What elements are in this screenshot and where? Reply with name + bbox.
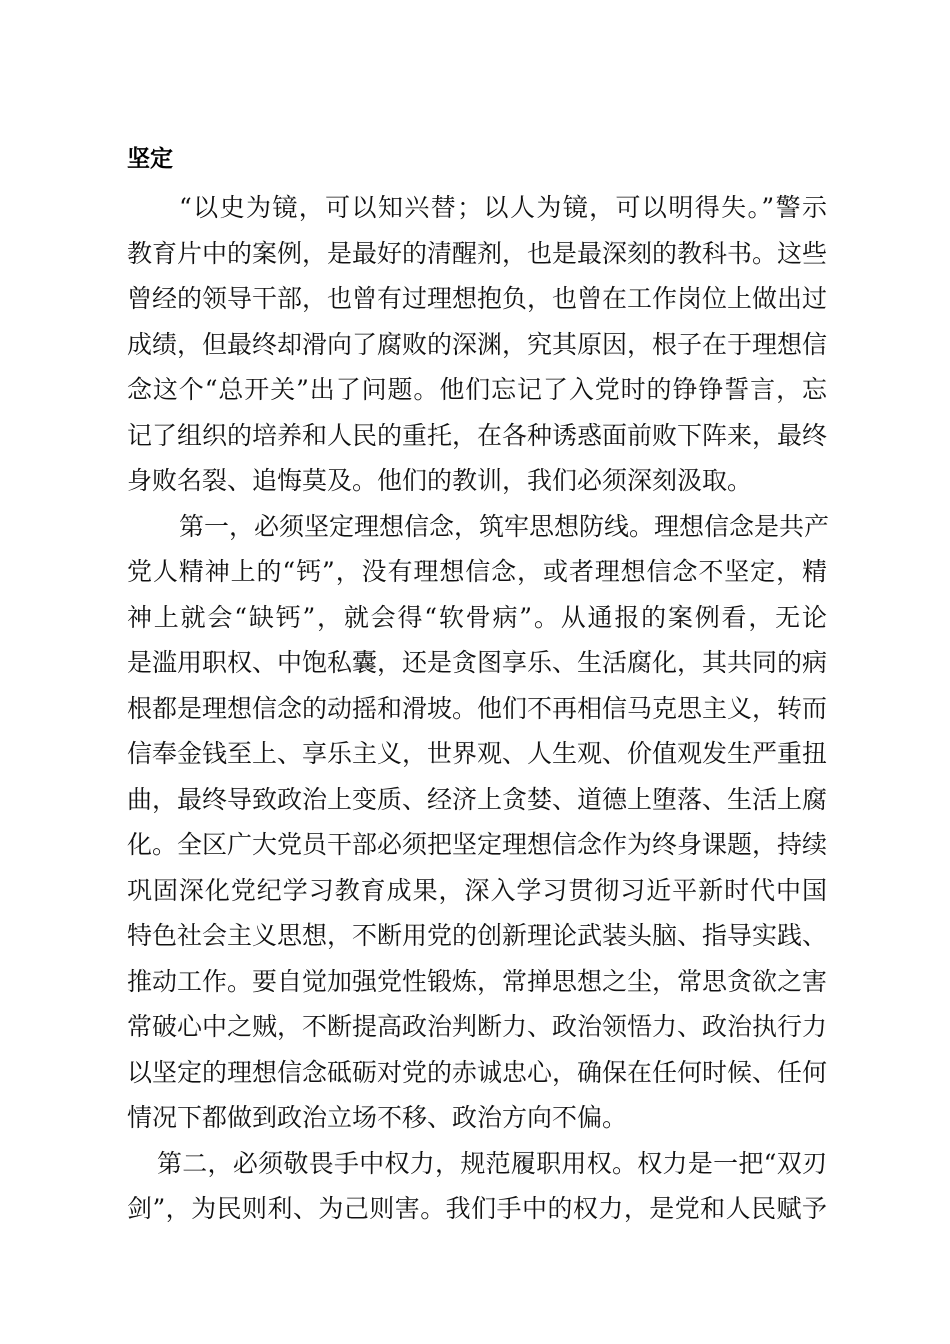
paragraph-second-point bbox=[127, 1141, 827, 1232]
text-line: 身败名裂、追悔莫及。他们的教训，我们必须深刻汲取。 bbox=[127, 466, 753, 495]
text-line: 常破心中之贼，不断提高政治判断力、政治领悟力、政治执行力 bbox=[127, 1012, 828, 1041]
text-line: 根都是理想信念的动摇和滑坡。他们不再相信马克思主义，转而 bbox=[127, 693, 828, 723]
text-line: 特色社会主义思想，不断用党的创新理论武装头脑、指导实践、 bbox=[127, 921, 828, 950]
text-line: 剑”，为民则利、为己则害。我们手中的权力，是党和人民赋予 bbox=[127, 1194, 827, 1223]
text-line: 信奉金钱至上、享乐主义，世界观、人生观、价值观发生严重扭 bbox=[127, 739, 828, 768]
text-line: 第一，必须坚定理想信念，筑牢思想防线。理想信念是共产 bbox=[179, 511, 830, 541]
document-body bbox=[127, 185, 830, 1232]
text-line: “以史为镜，可以知兴替；以人为镜，可以明得失。”警示 bbox=[179, 193, 827, 222]
text-line: 神上就会“缺钙”，就会得“软骨病”。从通报的案例看，无论 bbox=[127, 602, 827, 632]
text-line: 巩固深化党纪学习教育成果，深入学习贯彻习近平新时代中国 bbox=[127, 875, 827, 905]
text-line: 念这个“总开关”出了问题。他们忘记了入党时的铮铮誓言，忘 bbox=[127, 375, 827, 404]
text-line: 记了组织的培养和人民的重托，在各种诱惑面前败下阵来，最终 bbox=[127, 420, 828, 450]
text-line: 教育片中的案例，是最好的清醒剂，也是最深刻的教科书。这些 bbox=[127, 238, 828, 268]
text-line: 是滥用职权、中饱私囊，还是贪图享乐、生活腐化，其共同的病 bbox=[127, 648, 828, 677]
text-line: 化。全区广大党员干部必须把坚定理想信念作为终身课题，持续 bbox=[127, 830, 828, 859]
text-line: 第二，必须敬畏手中权力，规范履职用权。权力是一把“双刃 bbox=[157, 1148, 827, 1178]
text-line: 推动工作。要自觉加强党性锻炼，常掸思想之尘，常思贪欲之害 bbox=[127, 966, 828, 996]
paragraph-intro bbox=[127, 185, 827, 504]
text-line: 曲，最终导致政治上变质、经济上贪婪、道德上堕落、生活上腐 bbox=[127, 784, 828, 814]
section-heading: 坚定 bbox=[127, 146, 173, 172]
text-line: 曾经的领导干部，也曾有过理想抱负，也曾在工作岗位上做出过 bbox=[127, 284, 828, 313]
text-line: 党人精神上的“钙”，没有理想信念，或者理想信念不坚定，精 bbox=[127, 557, 827, 586]
text-line: 情况下都做到政治立场不移、政治方向不偏。 bbox=[127, 1103, 628, 1132]
text-line: 成绩，但最终却滑向了腐败的深渊，究其原因，根子在于理想信 bbox=[127, 329, 828, 359]
text-line: 以坚定的理想信念砥砺对党的赤诚忠心，确保在任何时候、任何 bbox=[127, 1057, 828, 1087]
paragraph-first-point bbox=[127, 504, 830, 1141]
